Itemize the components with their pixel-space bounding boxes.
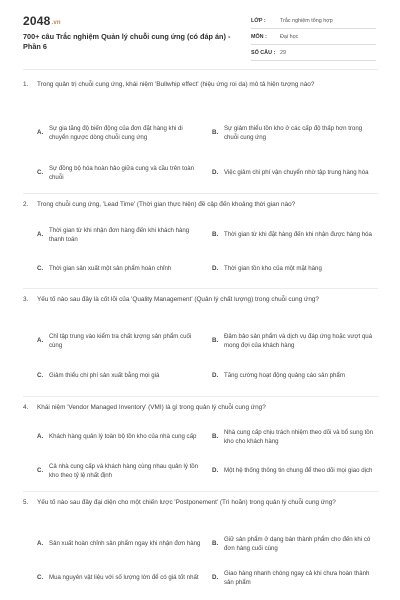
meta-row-count: [251, 45, 376, 61]
option-text: Thời gian từ khi đặt hàng đến khi nhận được hàng hóa: [224, 231, 372, 239]
option-letter: C.: [37, 574, 44, 582]
question-divider: [23, 288, 378, 289]
meta-value: Trắc nghiệm tổng hợp: [280, 17, 333, 24]
question-4-option-c[interactable]: [37, 457, 202, 485]
question-stem: Trong quản trị chuỗi cung ứng, khái niệm 'Bullwhip effect' (hiệu ứng roi da) mô tả hiện tượng nào?: [37, 81, 315, 88]
question-1-option-a[interactable]: [37, 114, 202, 152]
option-letter: B.: [212, 337, 219, 345]
option-text: Đảm bảo sản phẩm và dịch vụ đáp ứng hoặc vượt quá mong đợi của khách hàng: [224, 332, 372, 349]
meta-key: LỚP :: [251, 17, 266, 24]
option-text: Tăng cường hoạt động quảng cáo sản phẩm: [224, 372, 345, 380]
question-5-option-a[interactable]: [37, 530, 202, 558]
question-2-option-a[interactable]: [37, 221, 202, 249]
question-3-option-b[interactable]: [212, 327, 377, 355]
meta-key: SỐ CÂU :: [251, 49, 276, 56]
option-text: Thời gian sản xuất một sản phẩm hoàn chỉnh: [49, 265, 172, 273]
option-letter: D.: [212, 467, 219, 475]
option-letter: A.: [37, 231, 44, 239]
question-number: 2.: [23, 201, 29, 208]
header-divider: [23, 69, 378, 70]
option-text: Thời gian từ khi nhận đơn hàng đến khi khách hàng thanh toán: [49, 226, 190, 243]
question-3-text: [23, 295, 378, 305]
question-4-option-b[interactable]: [212, 423, 377, 451]
question-stem: Yếu tố nào sau đây là cốt lõi của 'Quality Management' (Quản lý chất lượng) trong chuỗi cung ứng?: [37, 296, 319, 303]
option-letter: C.: [37, 265, 44, 273]
question-divider: [23, 491, 378, 492]
question-3-option-d[interactable]: [212, 362, 377, 390]
meta-value: 29: [280, 49, 286, 56]
option-letter: A.: [37, 129, 44, 137]
option-text: Sự gia tăng độ biến động của đơn đặt hàng khi di chuyển ngược dòng chuỗi cung ứng: [49, 124, 183, 141]
option-letter: B.: [212, 540, 219, 548]
option-letter: C.: [37, 372, 44, 380]
option-letter: D.: [212, 372, 219, 380]
question-number: 4.: [23, 404, 29, 411]
option-text: Việc giảm chi phí vận chuyển nhờ tập trung hàng hóa: [224, 169, 369, 177]
option-text: Chỉ tập trung vào kiểm tra chất lượng sản phẩm cuối cùng: [49, 332, 192, 349]
meta-row-subject: [251, 29, 376, 45]
option-letter: D.: [212, 169, 219, 177]
question-stem: Trong chuỗi cung ứng, 'Lead Time' (Thời gian thực hiện) đề cập đến khoảng thời gian nào?: [37, 201, 296, 208]
question-5-option-c[interactable]: [37, 564, 202, 592]
question-4-option-a[interactable]: [37, 423, 202, 451]
question-1-option-d[interactable]: [212, 159, 377, 187]
option-letter: C.: [37, 169, 44, 177]
question-1-option-b[interactable]: [212, 119, 377, 147]
site-logo[interactable]: [23, 14, 61, 28]
question-5-text: [23, 498, 378, 508]
question-2-option-d[interactable]: [212, 255, 377, 283]
logo-text: 2048: [23, 14, 51, 28]
question-stem: Khái niệm 'Vendor Managed Inventory' (VMI) là gì trong quản lý chuỗi cung ứng?: [37, 404, 266, 411]
question-4-option-d[interactable]: [212, 457, 377, 485]
option-text: Sự giảm thiểu tồn kho ở các cấp độ thấp hơn trong chuỗi cung ứng: [224, 124, 363, 141]
question-2-option-c[interactable]: [37, 255, 202, 283]
question-number: 3.: [23, 296, 29, 303]
question-5-option-d[interactable]: [212, 564, 377, 592]
option-letter: B.: [212, 129, 219, 137]
option-text: Mua nguyên vật liệu với số lượng lớn để có giá tốt nhất: [49, 574, 199, 582]
question-5-option-b[interactable]: [212, 530, 377, 558]
option-text: Một hệ thống thông tin chung để theo dõi mọi giao dịch: [224, 467, 373, 475]
option-text: Thời gian tồn kho của một mặt hàng: [224, 265, 322, 273]
meta-key: MÔN :: [251, 33, 267, 40]
option-text: Giữ sản phẩm ở dạng bán thành phẩm cho đến khi có đơn hàng cuối cùng: [224, 535, 371, 552]
option-letter: D.: [212, 574, 219, 582]
question-1-option-c[interactable]: [37, 159, 202, 187]
question-3-option-c[interactable]: [37, 362, 202, 390]
question-number: 5.: [23, 499, 29, 506]
document-meta: [251, 13, 376, 61]
question-3-option-a[interactable]: [37, 327, 202, 355]
document-title: 700+ câu Trắc nghiệm Quản lý chuỗi cung ứng (có đáp án) - Phần 6: [23, 32, 231, 51]
question-2-text: [23, 200, 378, 210]
option-text: Giao hàng nhanh chóng ngay cả khi chưa hoàn thành sản phẩm: [224, 569, 370, 586]
option-text: Sản xuất hoàn chỉnh sản phẩm ngay khi nhận đơn hàng: [49, 540, 201, 548]
question-number: 1.: [23, 81, 29, 88]
option-letter: D.: [212, 265, 219, 273]
option-text: Giảm thiểu chi phí sản xuất bằng mọi giá: [49, 372, 160, 380]
option-text: Nhà cung cấp chịu trách nhiệm theo dõi và bổ sung tồn kho cho khách hàng: [224, 428, 374, 445]
question-4-text: [23, 403, 378, 413]
question-divider: [23, 193, 378, 194]
option-letter: A.: [37, 337, 44, 345]
option-letter: B.: [212, 433, 219, 441]
question-2-option-b[interactable]: [212, 221, 377, 249]
option-letter: A.: [37, 433, 44, 441]
option-text: Sự đồng bộ hóa hoàn hảo giữa cung và cầu trên toàn chuỗi: [49, 164, 195, 181]
option-letter: C.: [37, 467, 44, 475]
question-divider: [23, 396, 378, 397]
question-1-text: [23, 80, 378, 90]
option-text: Cả nhà cung cấp và khách hàng cùng nhau quản lý tồn kho theo tỷ lệ nhất định: [49, 462, 199, 479]
meta-row-class: [251, 13, 376, 29]
option-text: Khách hàng quản lý toàn bộ tồn kho của nhà cung cấp: [49, 433, 197, 441]
question-stem: Yếu tố nào sau đây đại diện cho một chiến lược 'Postponement' (Trì hoãn) trong quản lý chuỗi cung ứng?: [37, 499, 336, 506]
meta-value: Đại học: [280, 33, 299, 40]
option-letter: B.: [212, 231, 219, 239]
document-header: [0, 0, 400, 60]
logo-suffix: .vn: [51, 20, 61, 26]
option-letter: A.: [37, 540, 44, 548]
